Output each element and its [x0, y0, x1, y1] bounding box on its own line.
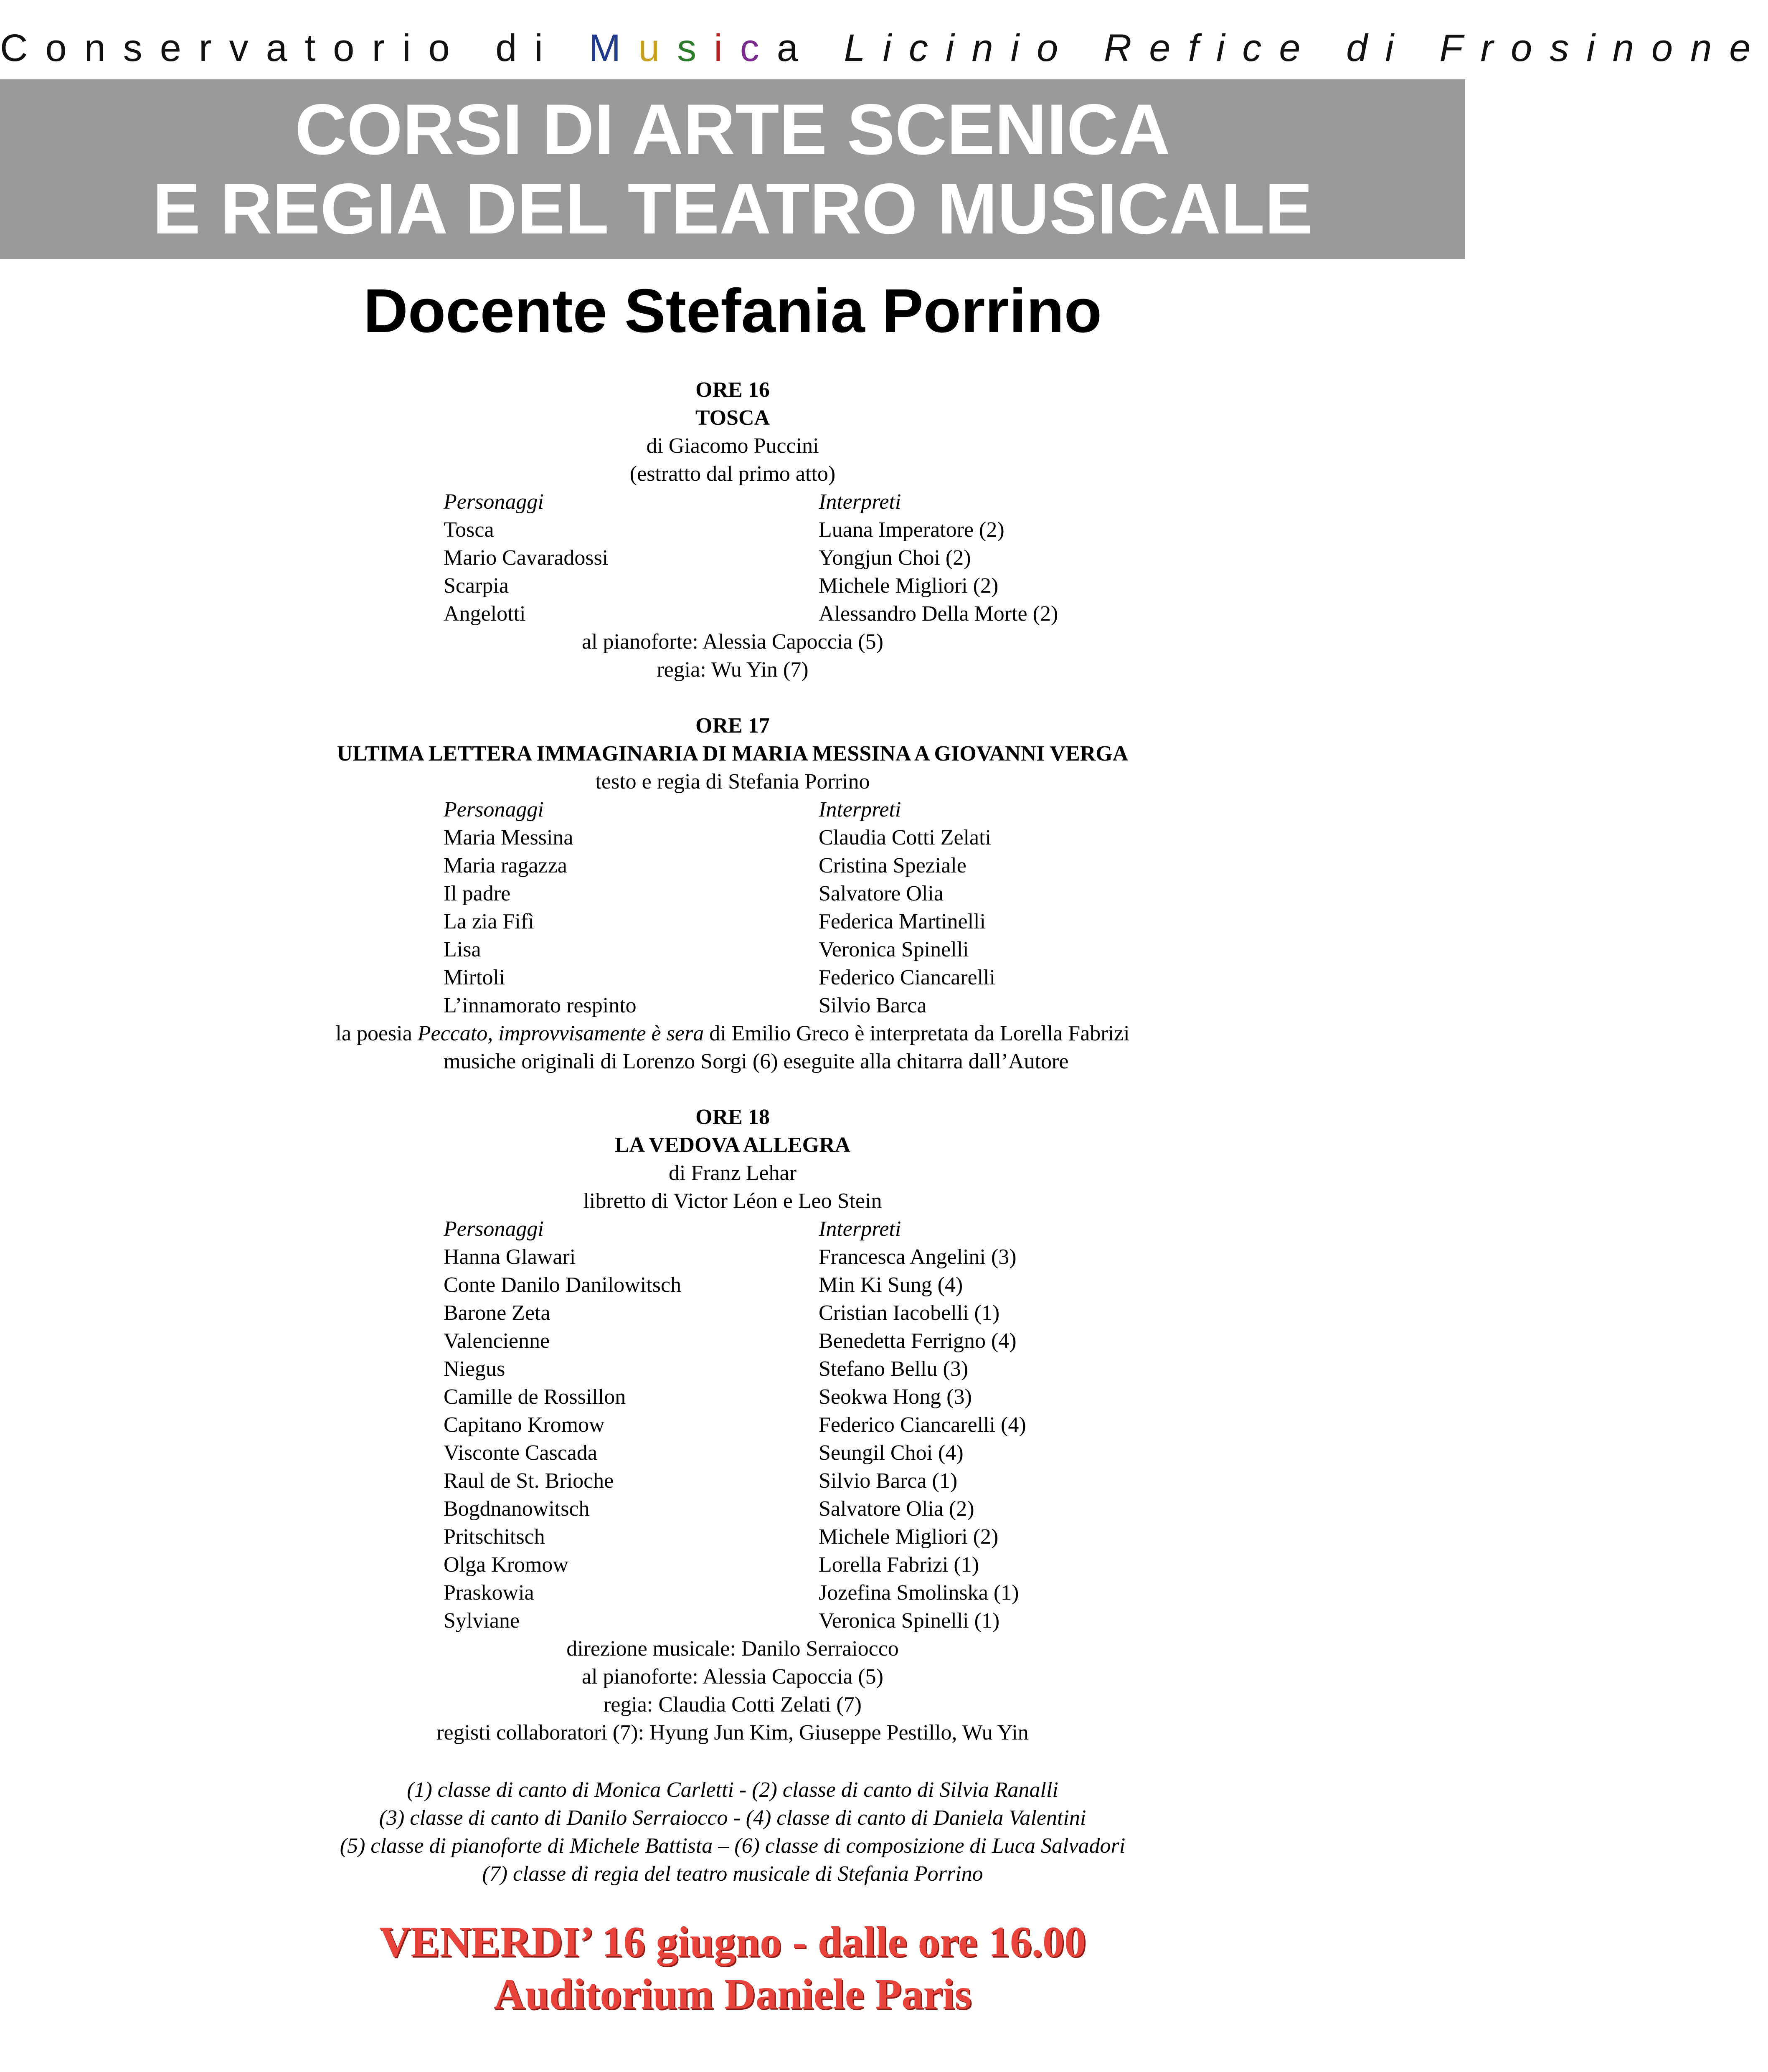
- tosca-composer: di Giacomo Puccini: [646, 434, 819, 458]
- cast-role: Maria ragazza: [444, 854, 567, 877]
- cast-actor: Michele Migliori (2): [819, 574, 999, 598]
- cast-role: Olga Kromow: [444, 1553, 568, 1577]
- note-line: (3) classe di canto di Danilo Serraiocco - (4) classe di canto di Daniela Valentini: [379, 1806, 1086, 1830]
- cast-actor: Benedetta Ferrigno (4): [819, 1329, 1017, 1353]
- event-date: VENERDI’ 16 giugno - dalle ore 16.00: [379, 1918, 1086, 1966]
- cast-role: Hanna Glawari: [444, 1245, 576, 1269]
- cast-role: Mario Cavaradossi: [444, 546, 609, 570]
- cast-actor: Stefano Bellu (3): [819, 1357, 969, 1381]
- cast-role: Capitano Kromow: [444, 1413, 605, 1437]
- tosca-piano: al pianoforte: Alessia Capoccia (5): [582, 630, 883, 654]
- cast-role: Tosca: [444, 518, 494, 542]
- lettera-subtitle: testo e regia di Stefania Porrino: [595, 770, 870, 794]
- cast-actor: Yongjun Choi (2): [819, 546, 971, 570]
- cast-role: Mirtoli: [444, 966, 505, 989]
- cast-role: Scarpia: [444, 574, 509, 598]
- header-letter-u: u: [638, 27, 677, 69]
- header-letter-a: a: [776, 27, 816, 69]
- cast-role: Angelotti: [444, 602, 526, 626]
- event-venue: Auditorium Daniele Paris: [494, 1970, 972, 2018]
- banner-title-line1: CORSI DI ARTE SCENICA: [295, 89, 1170, 170]
- header-letter-i: i: [714, 27, 740, 69]
- cast-role: Praskowia: [444, 1581, 534, 1605]
- tosca-note: (estratto dal primo atto): [629, 462, 836, 486]
- poesia-post: di Emilio Greco è interpretata da Lorella Fabrizi: [704, 1022, 1130, 1045]
- cast-actor: Francesca Angelini (3): [819, 1245, 1017, 1269]
- cast-actor: Veronica Spinelli (1): [819, 1609, 1000, 1633]
- conservatorio-header: [0, 25, 1768, 71]
- header-conservatorio-text: Conservatorio di: [0, 27, 589, 69]
- cast-role: L’innamorato respinto: [444, 994, 637, 1017]
- header-letter-s: s: [677, 27, 714, 69]
- cast-role: La zia Fifì: [444, 910, 534, 933]
- tosca-regia: regia: Wu Yin (7): [657, 658, 809, 682]
- cast-actor: Federica Martinelli: [819, 910, 986, 933]
- vedova-collaboratori: registi collaboratori (7): Hyung Jun Kim, Giuseppe Pestillo, Wu Yin: [436, 1721, 1029, 1745]
- cast-role: Bogdnanowitsch: [444, 1497, 590, 1521]
- vedova-col-interpreti: Interpreti: [819, 1217, 901, 1241]
- cast-role: Il padre: [444, 882, 511, 905]
- vedova-composer: di Franz Lehar: [668, 1161, 797, 1185]
- lettera-col-personaggi: Personaggi: [444, 798, 544, 822]
- banner-title-line2: E REGIA DEL TEATRO MUSICALE: [152, 169, 1313, 249]
- vedova-piano: al pianoforte: Alessia Capoccia (5): [582, 1665, 883, 1689]
- poesia-title: Peccato, improvvisamente è sera: [417, 1022, 704, 1045]
- cast-role: Niegus: [444, 1357, 505, 1381]
- tosca-time: ORE 16: [695, 378, 770, 402]
- vedova-time: ORE 18: [695, 1105, 770, 1129]
- cast-actor: Cristian Iacobelli (1): [819, 1301, 1000, 1325]
- header-letter-m: M: [588, 27, 639, 69]
- docente-title: Docente Stefania Porrino: [363, 276, 1102, 345]
- tosca-col-personaggi: Personaggi: [444, 490, 544, 514]
- cast-actor: Veronica Spinelli: [819, 938, 969, 961]
- title-banner: [0, 79, 1465, 259]
- vedova-libretto: libretto di Victor Léon e Leo Stein: [583, 1189, 882, 1213]
- header-name-italic: Licinio Refice di Frosinone: [844, 27, 1768, 69]
- cast-actor: Lorella Fabrizi (1): [819, 1553, 979, 1577]
- cast-role: Camille de Rossillon: [444, 1385, 626, 1409]
- vedova-col-personaggi: Personaggi: [444, 1217, 544, 1241]
- cast-actor: Silvio Barca: [819, 994, 927, 1017]
- cast-actor: Federico Ciancarelli (4): [819, 1413, 1026, 1437]
- cast-role: Raul de St. Brioche: [444, 1469, 614, 1493]
- lettera-musiche: musiche originali di Lorenzo Sorgi (6) eseguite alla chitarra dall’Autore: [444, 1050, 1069, 1073]
- cast-role: Sylviane: [444, 1609, 520, 1633]
- note-line: (1) classe di canto di Monica Carletti - (2) classe di canto di Silvia Ranalli: [407, 1778, 1058, 1802]
- cast-actor: Salvatore Olia (2): [819, 1497, 974, 1521]
- cast-actor: Federico Ciancarelli: [819, 966, 996, 989]
- cast-actor: Jozefina Smolinska (1): [819, 1581, 1019, 1605]
- cast-actor: Alessandro Della Morte (2): [819, 602, 1058, 626]
- vedova-regia: regia: Claudia Cotti Zelati (7): [603, 1693, 862, 1717]
- tosca-title: TOSCA: [695, 406, 770, 430]
- cast-actor: Michele Migliori (2): [819, 1525, 999, 1549]
- poesia-pre: la poesia: [335, 1022, 418, 1045]
- note-line: (5) classe di pianoforte di Michele Battista – (6) classe di composizione di Luca Salvadori: [340, 1834, 1126, 1858]
- lettera-poesia: [0, 1020, 1465, 1047]
- cast-role: Pritschitsch: [444, 1525, 545, 1549]
- cast-actor: Luana Imperatore (2): [819, 518, 1004, 542]
- cast-role: Visconte Cascada: [444, 1441, 597, 1465]
- cast-role: Barone Zeta: [444, 1301, 550, 1325]
- lettera-col-interpreti: Interpreti: [819, 798, 901, 822]
- cast-actor: Seokwa Hong (3): [819, 1385, 972, 1409]
- header-letter-c: c: [740, 27, 777, 69]
- cast-role: Lisa: [444, 938, 481, 961]
- note-line: (7) classe di regia del teatro musicale di Stefania Porrino: [482, 1862, 983, 1886]
- cast-actor: Silvio Barca (1): [819, 1469, 958, 1493]
- cast-actor: Cristina Speziale: [819, 854, 966, 877]
- lettera-time: ORE 17: [695, 714, 770, 738]
- lettera-title: ULTIMA LETTERA IMMAGINARIA DI MARIA MESSINA A GIOVANNI VERGA: [337, 742, 1129, 766]
- cast-actor: Claudia Cotti Zelati: [819, 826, 992, 850]
- cast-role: Maria Messina: [444, 826, 573, 850]
- tosca-col-interpreti: Interpreti: [819, 490, 901, 514]
- cast-role: Valencienne: [444, 1329, 550, 1353]
- cast-role: Conte Danilo Danilowitsch: [444, 1273, 682, 1297]
- cast-actor: Salvatore Olia: [819, 882, 944, 905]
- vedova-title: LA VEDOVA ALLEGRA: [614, 1133, 851, 1157]
- vedova-direzione: direzione musicale: Danilo Serraiocco: [566, 1637, 899, 1661]
- cast-actor: Min Ki Sung (4): [819, 1273, 963, 1297]
- cast-actor: Seungil Choi (4): [819, 1441, 964, 1465]
